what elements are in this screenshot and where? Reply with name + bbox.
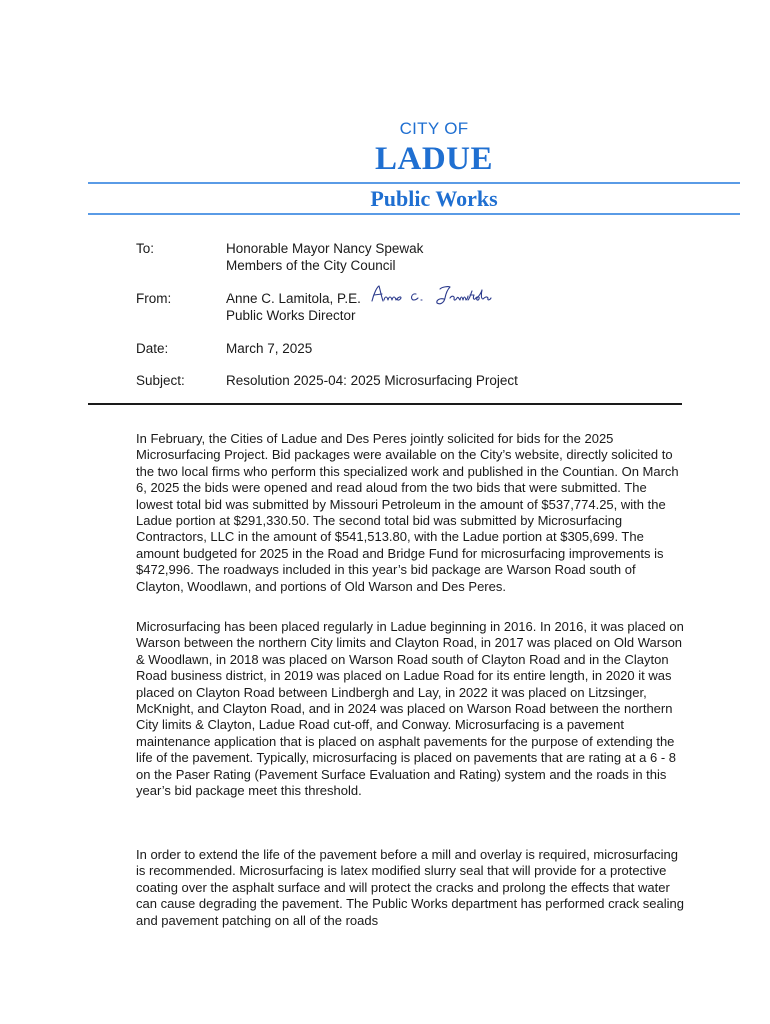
body-paragraph-3: In order to extend the life of the pavement before a mill and overlay is required, microsurfacing is recommended. Microsurfacing is latex modified slurry seal that will provide for a protective coating over the asphalt surface and will protect the cracks and prolong the effects that water can cause degrading the pavement. The Public Works department has performed crack sealing and pavement patching on all of the roads (136, 847, 684, 928)
to-line-1: Honorable Mayor Nancy Spewak (226, 241, 424, 256)
city-of-label: CITY OF (399, 119, 469, 138)
to-label: To: (136, 241, 155, 256)
body-paragraph-1: In February, the Cities of Ladue and Des Peres jointly solicited for bids for the 2025 Microsurfacing Project. Bid packages were available on the City’s website, directly solicited to the two local firms who perform this specialized work and published in the Countian. On March 6, 2025 the bids were opened and read aloud from the two bids that were submitted. The lowest total bid was submitted by Missouri Petroleum in the amount of $537,774.25, with the Ladue portion at $291,330.50. The second total bid was submitted by Microsurfacing Contractors, LLC in the amount of $541,513.80, with the Ladue portion at $305,699. The amount budgeted for 2025 in the Road and Bridge Fund for microsurfacing improvements is $472,996. The roadways included in this year’s bid package are Warson Road south of Clayton, Woodlawn, and portions of Old Warson and Des Peres. (136, 431, 679, 594)
subject-label: Subject: (136, 373, 185, 388)
city-name: LADUE (374, 141, 494, 177)
to-line-2: Members of the City Council (226, 258, 396, 273)
letterhead (88, 118, 740, 178)
header-divider (88, 403, 682, 405)
to-value (226, 240, 726, 274)
subject-value: Resolution 2025-04: 2025 Microsurfacing Project (226, 373, 518, 388)
date-value: March 7, 2025 (226, 341, 313, 356)
letterhead-bottom-rule (88, 213, 740, 215)
body-paragraph-2: Microsurfacing has been placed regularly in Ladue beginning in 2016. In 2016, it was placed on Warson between the northern City limits and Clayton Road, in 2017 was placed on Old Warson & Woodlawn, in 2018 was placed on Warson Road south of Clayton Road and in the Clayton Road business district, in 2019 was placed on Ladue Road for its entire length, in 2020 it was placed on Clayton Road between Lindbergh and Lay, in 2022 it was placed on Litzsinger, McKnight, and Clayton Road, and in 2024 was placed on Warson Road between the northern City limits & Clayton, Ladue Road cut-off, and Conway. Microsurfacing is a pavement maintenance application that is placed on asphalt pavements for the purpose of extending the life of the pavement. Typically, microsurfacing is placed on pavements that are rating at a 6 - 8 on the Paser Rating (Pavement Surface Evaluation and Rating) system and the roads in this year’s bid package meet this threshold. (136, 619, 684, 799)
from-line-1: Anne C. Lamitola, P.E. (226, 291, 361, 306)
from-label: From: (136, 291, 172, 306)
letterhead-top-rule (88, 182, 740, 184)
signature-image (370, 283, 520, 313)
date-label: Date: (136, 341, 169, 356)
from-line-2: Public Works Director (226, 308, 356, 323)
department-name: Public Works (370, 186, 498, 211)
